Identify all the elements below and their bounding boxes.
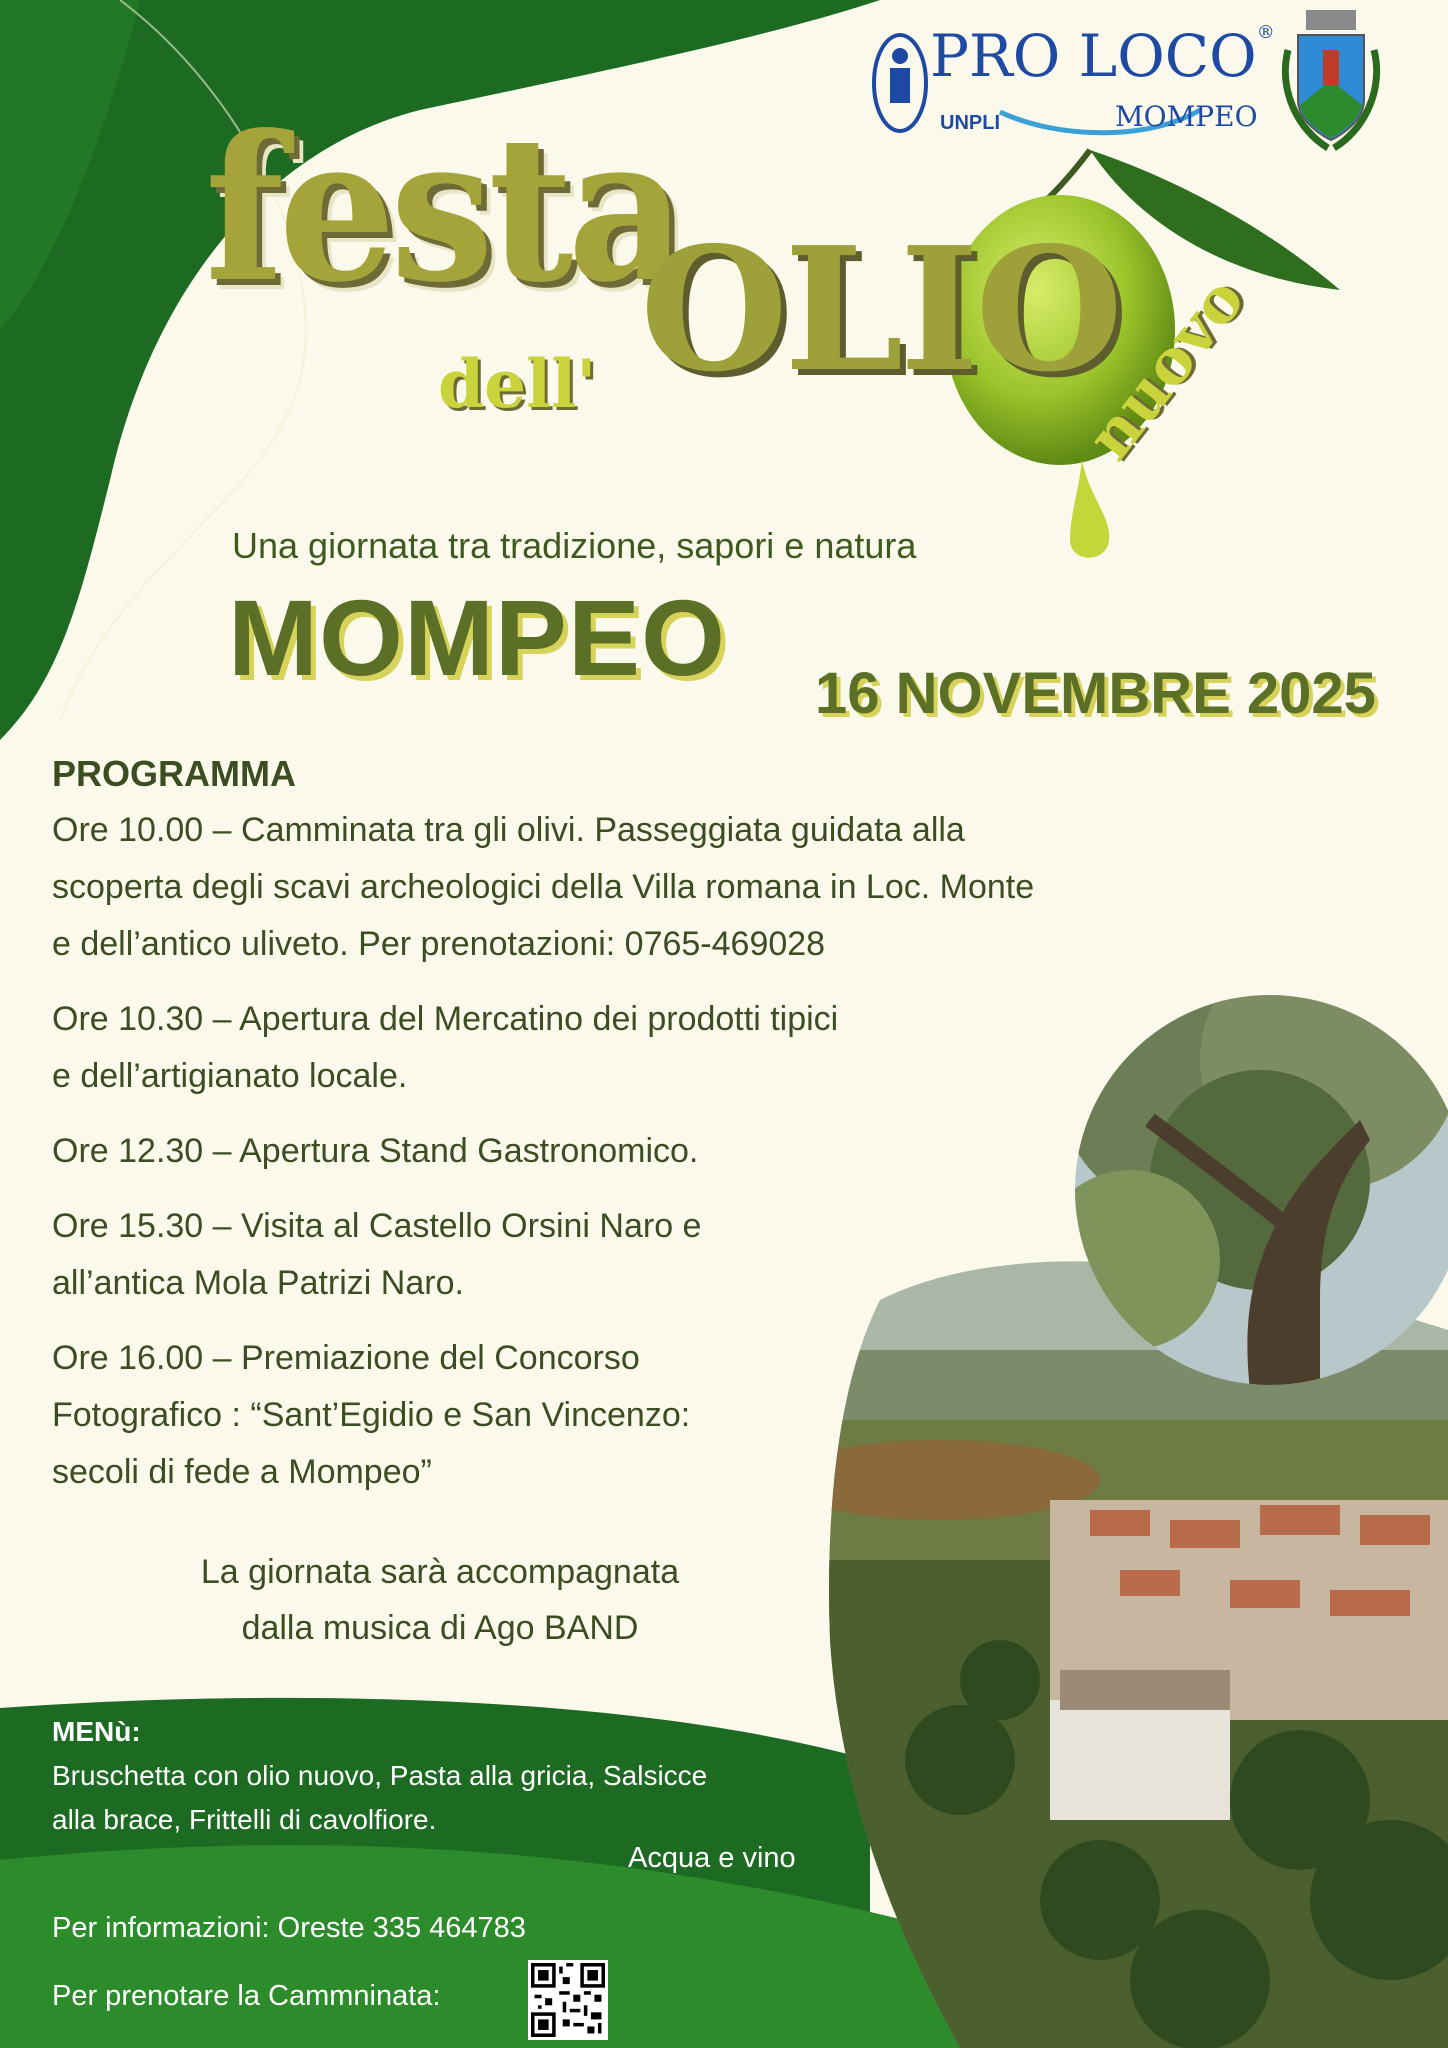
oil-drop — [1070, 460, 1109, 558]
program-line: all’antica Mola Patrizi Naro. — [52, 1264, 464, 1302]
closing-line: La giornata sarà accompagnata — [200, 1553, 680, 1591]
program-line: Ore 15.30 – Visita al Castello Orsini Naro e — [52, 1207, 702, 1245]
program-line: scoperta degli scavi archeologici della Villa romana in Loc. Monte — [52, 868, 1035, 906]
program-line: Fotografico : “Sant’Egidio e San Vincenzo: — [52, 1396, 691, 1434]
unpli-label: UNPLI — [940, 112, 1000, 134]
program-line: secoli di fede a Mompeo” — [52, 1453, 432, 1491]
program-heading: PROGRAMMA — [52, 753, 296, 794]
menu-line: Bruschetta con olio nuovo, Pasta alla gricia, Salsicce — [52, 1760, 708, 1791]
closing-note — [120, 1544, 760, 1656]
program-line: Ore 10.30 – Apertura del Mercatino dei prodotti tipici — [52, 1000, 839, 1038]
event-date: 16 NOVEMBRE 2025 — [815, 661, 1376, 726]
contact-info: Per informazioni: Oreste 335 464783 — [52, 1912, 526, 1944]
title-nuovo: nuovo — [1072, 263, 1259, 473]
title-festa: festa — [205, 92, 682, 327]
program-line: e dell’antico uliveto. Per prenotazioni: 0765-469028 — [52, 925, 826, 963]
closing-line: dalla musica di Ago BAND — [241, 1609, 639, 1647]
program-item — [52, 802, 1232, 973]
proloco-logo — [930, 22, 1275, 90]
menu — [52, 1710, 707, 1842]
qr-code-icon[interactable] — [528, 1960, 608, 2040]
title-dell: dell' — [438, 345, 597, 423]
program-line: Ore 10.00 – Camminata tra gli olivi. Passeggiata guidata alla — [52, 811, 965, 849]
program-line: Ore 12.30 – Apertura Stand Gastronomico. — [52, 1132, 699, 1170]
menu-heading: MENù: — [52, 1716, 141, 1747]
program-item — [52, 1330, 1232, 1501]
proloco-reg: ® — [1256, 22, 1275, 43]
proloco-brand: PRO LOCO — [930, 22, 1257, 90]
proloco-emblem — [874, 35, 926, 131]
menu-line: alla brace, Frittelli di cavolfiore. — [52, 1804, 437, 1835]
coat-of-arms — [1285, 10, 1376, 148]
proloco-town: MOMPEO — [1115, 100, 1258, 133]
program-item — [52, 991, 1232, 1105]
town-name: MOMPEO — [228, 577, 727, 698]
program-line: e dell’artigianato locale. — [52, 1057, 408, 1095]
program-line: Ore 16.00 – Premiazione del Concorso — [52, 1339, 640, 1377]
booking-info: Per prenotare la Cammninata: — [52, 1980, 441, 2012]
program-item — [52, 1123, 1232, 1180]
subtitle: Una giornata tra tradizione, sapori e natura — [232, 525, 917, 566]
program-item — [52, 1198, 1232, 1312]
menu-drinks: Acqua e vino — [628, 1842, 796, 1874]
title-olio: OLIO — [640, 210, 1120, 410]
program — [52, 745, 1232, 1519]
